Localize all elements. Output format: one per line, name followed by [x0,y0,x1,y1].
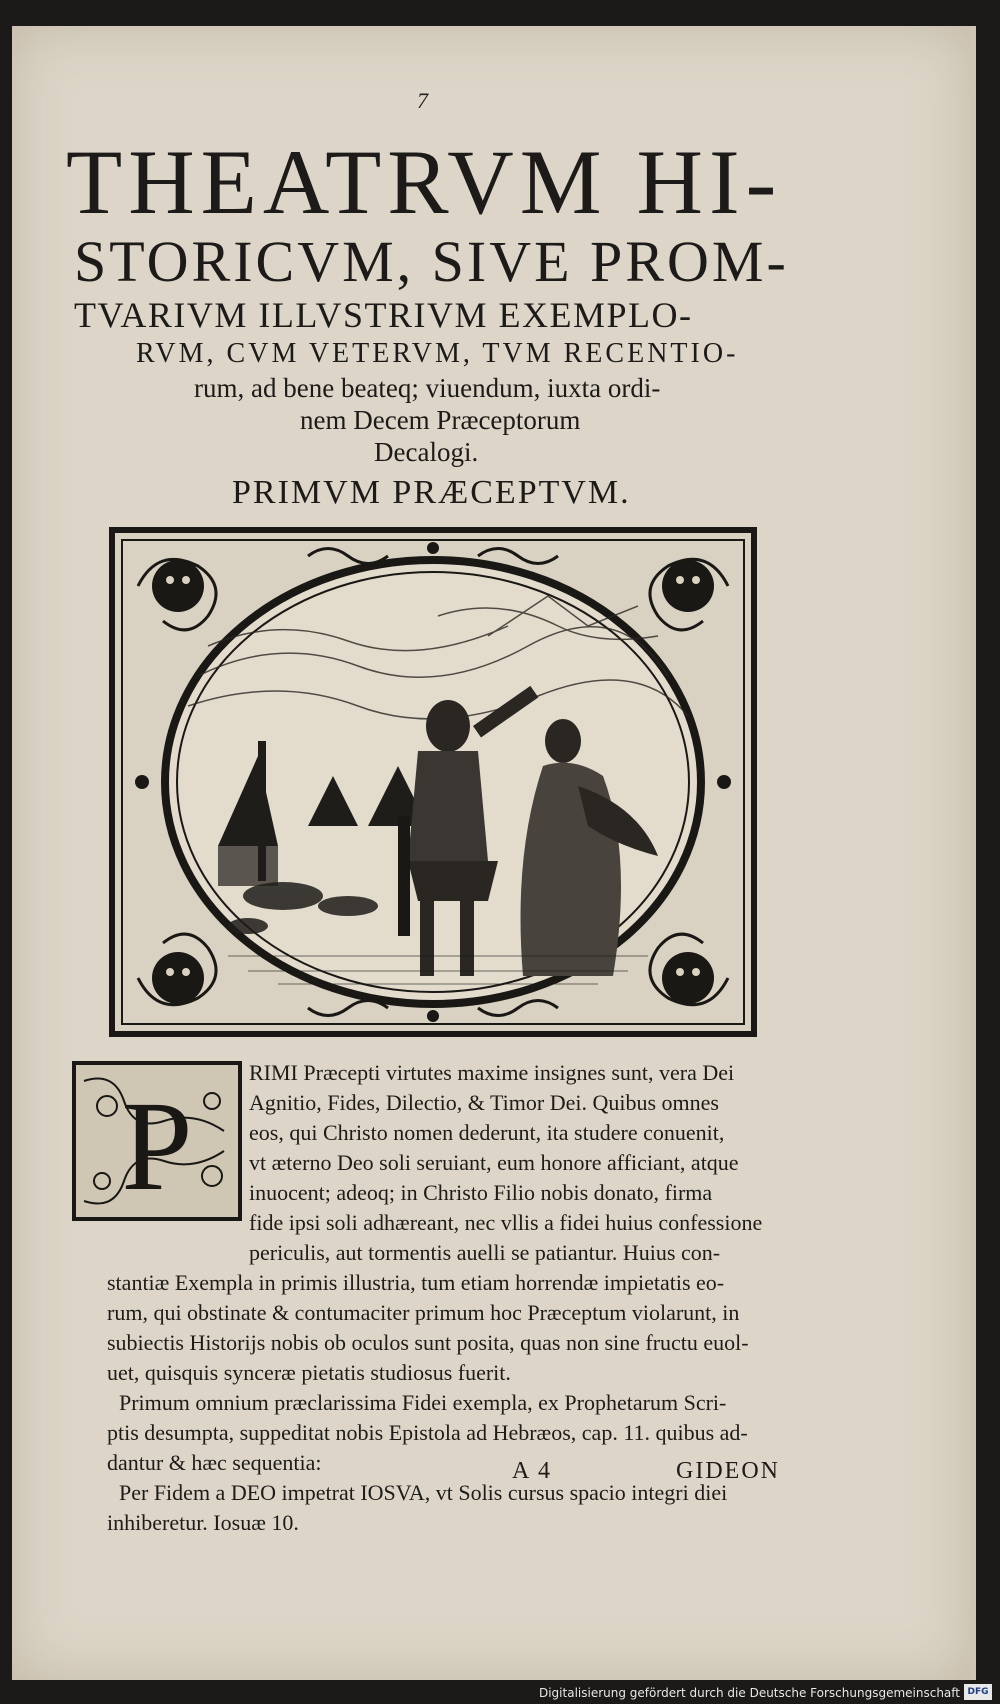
folio-number: 7 [417,88,428,113]
body-line: stantiæ Exempla in primis illustria, tum etiam horrendæ impietatis eo- [107,1270,725,1295]
title-line-3: TVARIVM ILLVSTRIVM EXEMPLO- [74,295,693,335]
body-line: inuocent; adeoq; in Christo Filio nobis donato, firma [249,1180,713,1205]
woodcut-illustration [108,526,758,1038]
title-line-2: STORICVM, SIVE PROM- [74,229,789,294]
body-line: vt æterno Deo soli seruiant, eum honore afficiant, atque [249,1150,739,1175]
body-line: periculis, aut tormentis auelli se patiantur. Huius con- [249,1240,721,1265]
body-line: eos, qui Christo nomen dederunt, ita studere conuenit, [249,1120,725,1145]
body-line: Per Fidem a DEO impetrat IOSVA, vt Solis cursus spacio integri diei [119,1480,728,1505]
title-line-4: RVM, CVM VETERVM, TVM RECENTIO- [136,338,739,369]
book-page [12,26,976,1680]
catchword: GIDEON [676,1458,780,1484]
body-line: fide ipsi soli adhæreant, nec vllis a fidei huius confessione [249,1210,763,1235]
body-line: RIMI Præcepti virtutes maxime insignes sunt, vera Dei [249,1060,735,1085]
body-line: rum, qui obstinate & contumaciter primum hoc Præceptum violarunt, in [107,1300,740,1325]
body-line: dantur & hæc sequentia: [107,1450,322,1475]
dfg-logo: DFG [964,1684,992,1700]
title-line-7: Decalogi. [374,437,479,467]
title-line-6: nem Decem Præceptorum [300,405,581,435]
digitization-credit: Digitalisierung gefördert durch die Deutsche Forschungsgemeinschaft [538,1686,960,1700]
title-block [66,131,826,468]
initial-letter-glyph: P [121,1075,193,1217]
body-line: uet, quisquis synceræ pietatis studiosus fuerit. [107,1360,511,1385]
body-line: ptis desumpta, suppeditat nobis Epistola ad Hebræos, cap. 11. quibus ad- [107,1420,748,1445]
section-heading: PRIMVM PRÆCEPTVM. [232,474,631,511]
title-line-5: rum, ad bene beateq; viuendum, iuxta ordi- [194,373,661,403]
body-line: Agnitio, Fides, Dilectio, & Timor Dei. Quibus omnes [249,1090,719,1115]
signature-mark: A 4 [512,1458,553,1484]
body-line: subiectis Historijs nobis ob oculos sunt posita, quas non sine fructu euol- [107,1330,749,1355]
body-line: Primum omnium præclarissima Fidei exempla, ex Prophetarum Scri- [119,1390,727,1415]
body-line: inhiberetur. Iosuæ 10. [107,1510,299,1535]
title-line-1: THEATRVM HI- [66,131,783,233]
